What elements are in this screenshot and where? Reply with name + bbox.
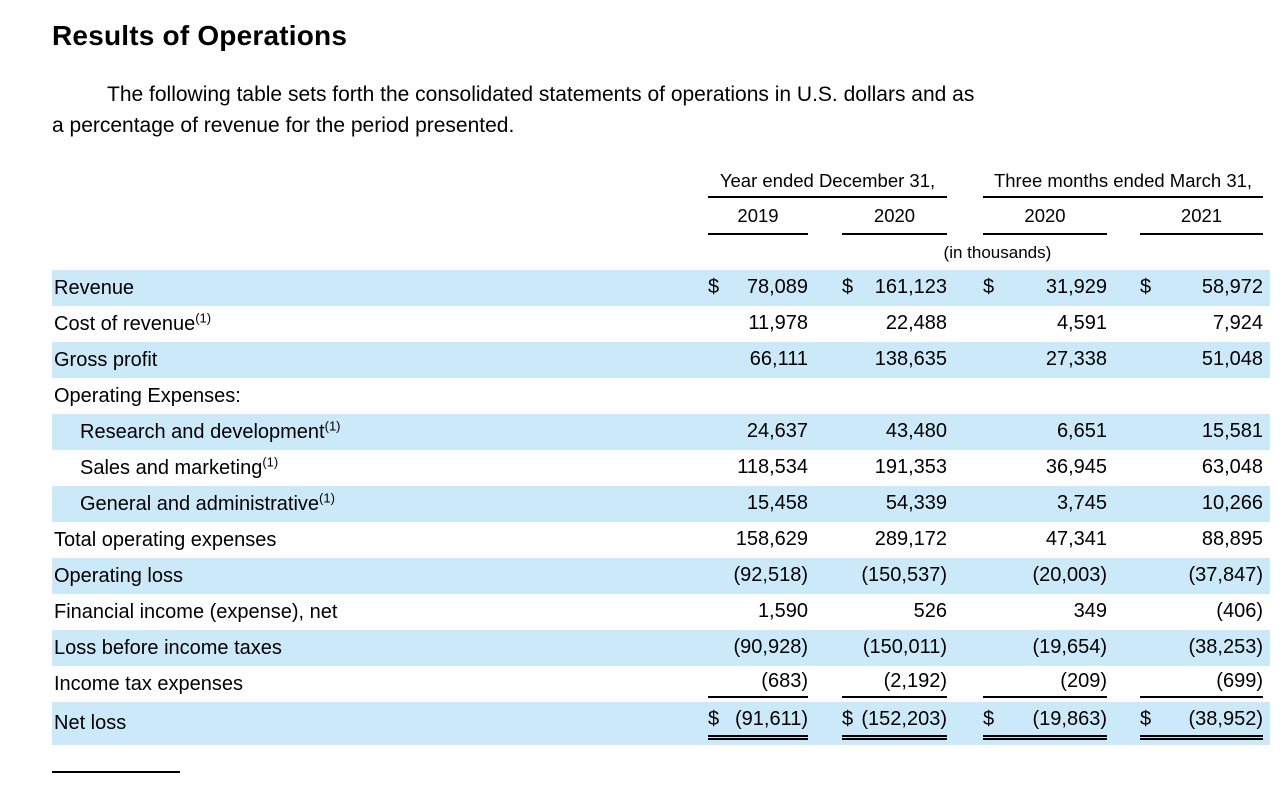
cell-value — [983, 420, 1107, 444]
dollar-sign: $ — [983, 707, 995, 730]
cell-number: (699) — [1216, 670, 1263, 692]
cell-value — [1140, 564, 1263, 588]
cell-number: 118,534 — [737, 456, 808, 478]
cell-number: (683) — [761, 670, 808, 692]
table-row — [52, 450, 1270, 486]
cell-value — [708, 600, 808, 624]
row-label: Gross profit — [54, 348, 158, 371]
cell-value — [983, 600, 1107, 624]
year-header-row — [52, 198, 1270, 235]
dollar-sign: $ — [708, 276, 720, 298]
cell-number: 161,123 — [874, 276, 947, 298]
cell-number: 43,480 — [885, 420, 947, 442]
dollar-sign: $ — [708, 707, 720, 730]
row-label: Income tax expenses — [54, 672, 243, 695]
cell-value — [983, 528, 1107, 552]
cell-value — [842, 312, 947, 336]
cell-value — [1140, 670, 1263, 698]
cell-value — [842, 600, 947, 624]
quarter-header-2021: 2021 — [1140, 205, 1263, 235]
cell-number: 10,266 — [1201, 492, 1263, 514]
cell-value — [842, 420, 947, 444]
cell-value — [983, 670, 1107, 698]
dollar-sign: $ — [842, 276, 854, 298]
cell-value — [708, 312, 808, 336]
cell-number: 36,945 — [1045, 456, 1107, 478]
cell-value — [1140, 528, 1263, 552]
cell-number: 63,048 — [1201, 456, 1263, 478]
cell-number: 51,048 — [1201, 348, 1263, 370]
table-row — [52, 270, 1270, 306]
cell-value — [708, 636, 808, 660]
table-row — [52, 702, 1270, 745]
row-label: Revenue — [54, 276, 135, 299]
cell-number: (92,518) — [733, 564, 808, 586]
column-group-header-row — [52, 168, 1270, 198]
table-row — [52, 558, 1270, 594]
cell-number: 191,353 — [874, 456, 947, 478]
cell-value — [842, 456, 947, 480]
cell-number: 7,924 — [1212, 312, 1263, 334]
cell-number: (38,952) — [1188, 707, 1263, 730]
cell-value — [983, 456, 1107, 480]
col-group-three-months: Three months ended March 31, — [983, 170, 1263, 198]
cell-value — [1140, 348, 1263, 372]
cell-value — [983, 492, 1107, 516]
cell-value — [1140, 636, 1263, 660]
table-row — [52, 666, 1270, 702]
cell-number: (150,011) — [862, 636, 947, 658]
row-label: General and administrative$^{(1)}$ — [80, 489, 335, 515]
cell-value — [842, 276, 947, 300]
cell-number: 66,111 — [749, 348, 808, 370]
cell-number: 11,978 — [748, 312, 808, 334]
cell-value — [708, 492, 808, 516]
footnote-ref: (1) — [195, 309, 212, 325]
cell-value — [983, 708, 1107, 740]
cell-number: (209) — [1060, 670, 1107, 692]
row-label: Cost of revenue$^{(1)}$ — [54, 309, 212, 335]
cell-value — [983, 348, 1107, 372]
cell-value — [1140, 600, 1263, 624]
table-row — [52, 342, 1270, 378]
units-note: (in thousands) — [943, 242, 1052, 262]
table-row — [52, 414, 1270, 450]
cell-number: 88,895 — [1201, 528, 1263, 550]
cell-value — [983, 276, 1107, 300]
year-header-2020: 2020 — [842, 205, 947, 235]
dollar-sign: $ — [1140, 276, 1152, 298]
cell-value — [842, 348, 947, 372]
cell-number: 78,089 — [746, 276, 808, 298]
dollar-sign: $ — [983, 276, 995, 298]
table-row — [52, 594, 1270, 630]
cell-value — [1140, 312, 1263, 336]
cell-number: (38,253) — [1188, 636, 1263, 658]
cell-value — [983, 312, 1107, 336]
cell-number: 1,590 — [757, 600, 808, 622]
cell-value — [708, 670, 808, 698]
cell-value — [708, 708, 808, 740]
cell-number: 58,972 — [1201, 276, 1263, 298]
row-label: Total operating expenses — [54, 528, 277, 551]
cell-number: 15,458 — [746, 492, 808, 514]
row-label: Research and development$^{(1)}$ — [80, 417, 341, 443]
table-row — [52, 378, 1270, 414]
cell-number: (90,928) — [733, 636, 808, 658]
intro-paragraph — [52, 79, 1234, 141]
cell-number: 158,629 — [735, 528, 808, 550]
cell-number: (37,847) — [1188, 564, 1263, 586]
dollar-sign: $ — [1140, 707, 1152, 730]
cell-value — [708, 348, 808, 372]
table-row — [52, 486, 1270, 522]
cell-value — [842, 492, 947, 516]
page-title: Results of Operations — [52, 20, 348, 51]
table-row — [52, 630, 1270, 666]
footnote-separator — [52, 771, 180, 773]
cell-number: (2,192) — [883, 670, 947, 692]
units-row — [52, 235, 1270, 270]
intro-paragraph-line-2: a percentage of revenue for the period presented. — [52, 114, 515, 137]
cell-number: 15,581 — [1201, 420, 1263, 442]
row-label: Loss before income taxes — [54, 636, 282, 659]
cell-number: 6,651 — [1056, 420, 1107, 442]
cell-value — [708, 564, 808, 588]
cell-number: 27,338 — [1045, 348, 1107, 370]
table-body — [52, 270, 1270, 745]
cell-number: (406) — [1216, 600, 1263, 622]
col-group-year-ended: Year ended December 31, — [708, 170, 947, 198]
cell-value — [842, 636, 947, 660]
cell-value — [842, 670, 947, 698]
cell-number: 31,929 — [1045, 276, 1107, 298]
cell-value — [708, 456, 808, 480]
cell-number: 349 — [1073, 600, 1107, 622]
intro-paragraph-line-1: The following table sets forth the consolidated statements of operations in U.S. dollars and as — [107, 83, 975, 106]
cell-number: (152,203) — [861, 707, 947, 730]
cell-value — [1140, 708, 1263, 740]
cell-value — [1140, 456, 1263, 480]
results-table — [52, 168, 1270, 745]
footnote-ref: (1) — [262, 453, 279, 469]
year-header-2019: 2019 — [708, 205, 808, 235]
cell-value — [1140, 420, 1263, 444]
cell-number: (19,863) — [1032, 707, 1107, 730]
cell-value — [708, 276, 808, 300]
cell-value — [983, 636, 1107, 660]
cell-value — [708, 528, 808, 552]
cell-number: 289,172 — [874, 528, 947, 550]
row-label: Sales and marketing$^{(1)}$ — [80, 453, 279, 479]
table-row — [52, 306, 1270, 342]
cell-number: 24,637 — [746, 420, 808, 442]
cell-number: 47,341 — [1045, 528, 1107, 550]
row-label: Operating loss — [54, 564, 183, 587]
cell-number: (91,611) — [734, 707, 808, 730]
cell-value — [842, 528, 947, 552]
cell-value — [1140, 492, 1263, 516]
cell-value — [1140, 276, 1263, 300]
cell-number: 138,635 — [874, 348, 947, 370]
cell-value — [708, 420, 808, 444]
cell-value — [842, 564, 947, 588]
cell-value — [842, 708, 947, 740]
cell-number: 54,339 — [885, 492, 947, 514]
footnote-ref: (1) — [319, 489, 335, 505]
footnote-ref: (1) — [324, 417, 341, 433]
cell-number: 526 — [913, 600, 947, 622]
cell-number: (150,537) — [861, 564, 947, 586]
row-label: Net loss — [54, 712, 127, 734]
dollar-sign: $ — [842, 707, 854, 730]
cell-number: 22,488 — [885, 312, 947, 334]
quarter-header-2020: 2020 — [983, 205, 1107, 235]
table-row — [52, 522, 1270, 558]
cell-value — [983, 564, 1107, 588]
cell-number: (20,003) — [1032, 564, 1107, 586]
row-label: Operating Expenses: — [54, 384, 241, 407]
cell-number: 3,745 — [1056, 492, 1107, 514]
cell-number: 4,591 — [1056, 312, 1107, 334]
row-label: Financial income (expense), net — [54, 600, 338, 623]
cell-number: (19,654) — [1032, 636, 1107, 658]
